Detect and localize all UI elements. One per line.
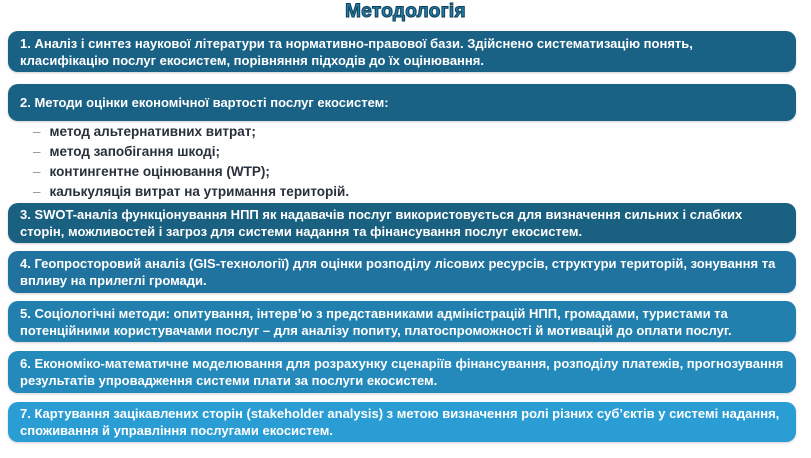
- list-item-text: калькуляція витрат на утримання територій.: [49, 184, 350, 199]
- list-item: [33, 182, 349, 202]
- list-item: [33, 162, 349, 182]
- dash-marker: –: [33, 164, 41, 179]
- list-item: [33, 142, 349, 162]
- method-box-6-text: 6. Економіко-математичне моделювання для розрахунку сценаріїв фінансування, розподілу платежів, прогнозування результатів упровадження системи плати за послуги екосистем.: [20, 356, 784, 388]
- list-item-text: метод альтернативних витрат;: [49, 124, 256, 139]
- method-box-1-text: 1. Аналіз і синтез наукової літератури та нормативно-правової бази. Здійснено систематизацію понять, класифікацію послуг екосистем, порівняння підходів до їх оцінювання.: [20, 35, 693, 68]
- method-box-7-text: 7. Картування зацікавлених сторін (stakeholder analysis) з метою визначення ролі різних суб’єктів у системі надання, споживання й управління послугами екосистем.: [20, 406, 780, 438]
- dash-marker: –: [33, 124, 41, 139]
- method-box-2-text: 2. Методи оцінки економічної вартості послуг екосистем:: [20, 95, 389, 110]
- method-box-4-text: 4. Геопросторовий аналіз (GIS-технології) для оцінки розподілу лісових ресурсів, структури територій, зонування та впливу на прилеглі громади.: [20, 256, 776, 288]
- list-item-text: контингентне оцінювання (WTP);: [49, 164, 270, 179]
- list-item: [33, 122, 349, 142]
- method-box-3: [8, 203, 796, 243]
- method-box-6: [8, 351, 796, 393]
- method-box-5: [8, 301, 796, 342]
- dash-marker: –: [33, 184, 41, 199]
- page-title: Методологія: [345, 1, 466, 22]
- method-box-4: [8, 251, 796, 293]
- method-box-5-text: 5. Соціологічні методи: опитування, інтерв’ю з представниками адміністрацій НПП, громадами, туристами та потенційними користувачами послуг – для аналізу попиту, платоспроможності й мотивацій до оплати послуг.: [20, 305, 732, 338]
- method-box-3-text: 3. SWOT-аналіз функціонування НПП як надавачів послуг використовується для визначення сильних і слабких сторін, можливостей і загроз для системи надання та фінансування послуг екосистем.: [20, 207, 743, 239]
- method-box-2: [8, 84, 796, 121]
- method-box-7: [8, 402, 796, 442]
- bullet-list: [33, 122, 349, 202]
- method-box-1: [8, 31, 796, 72]
- list-item-text: метод запобігання шкоді;: [49, 144, 220, 159]
- dash-marker: –: [33, 144, 41, 159]
